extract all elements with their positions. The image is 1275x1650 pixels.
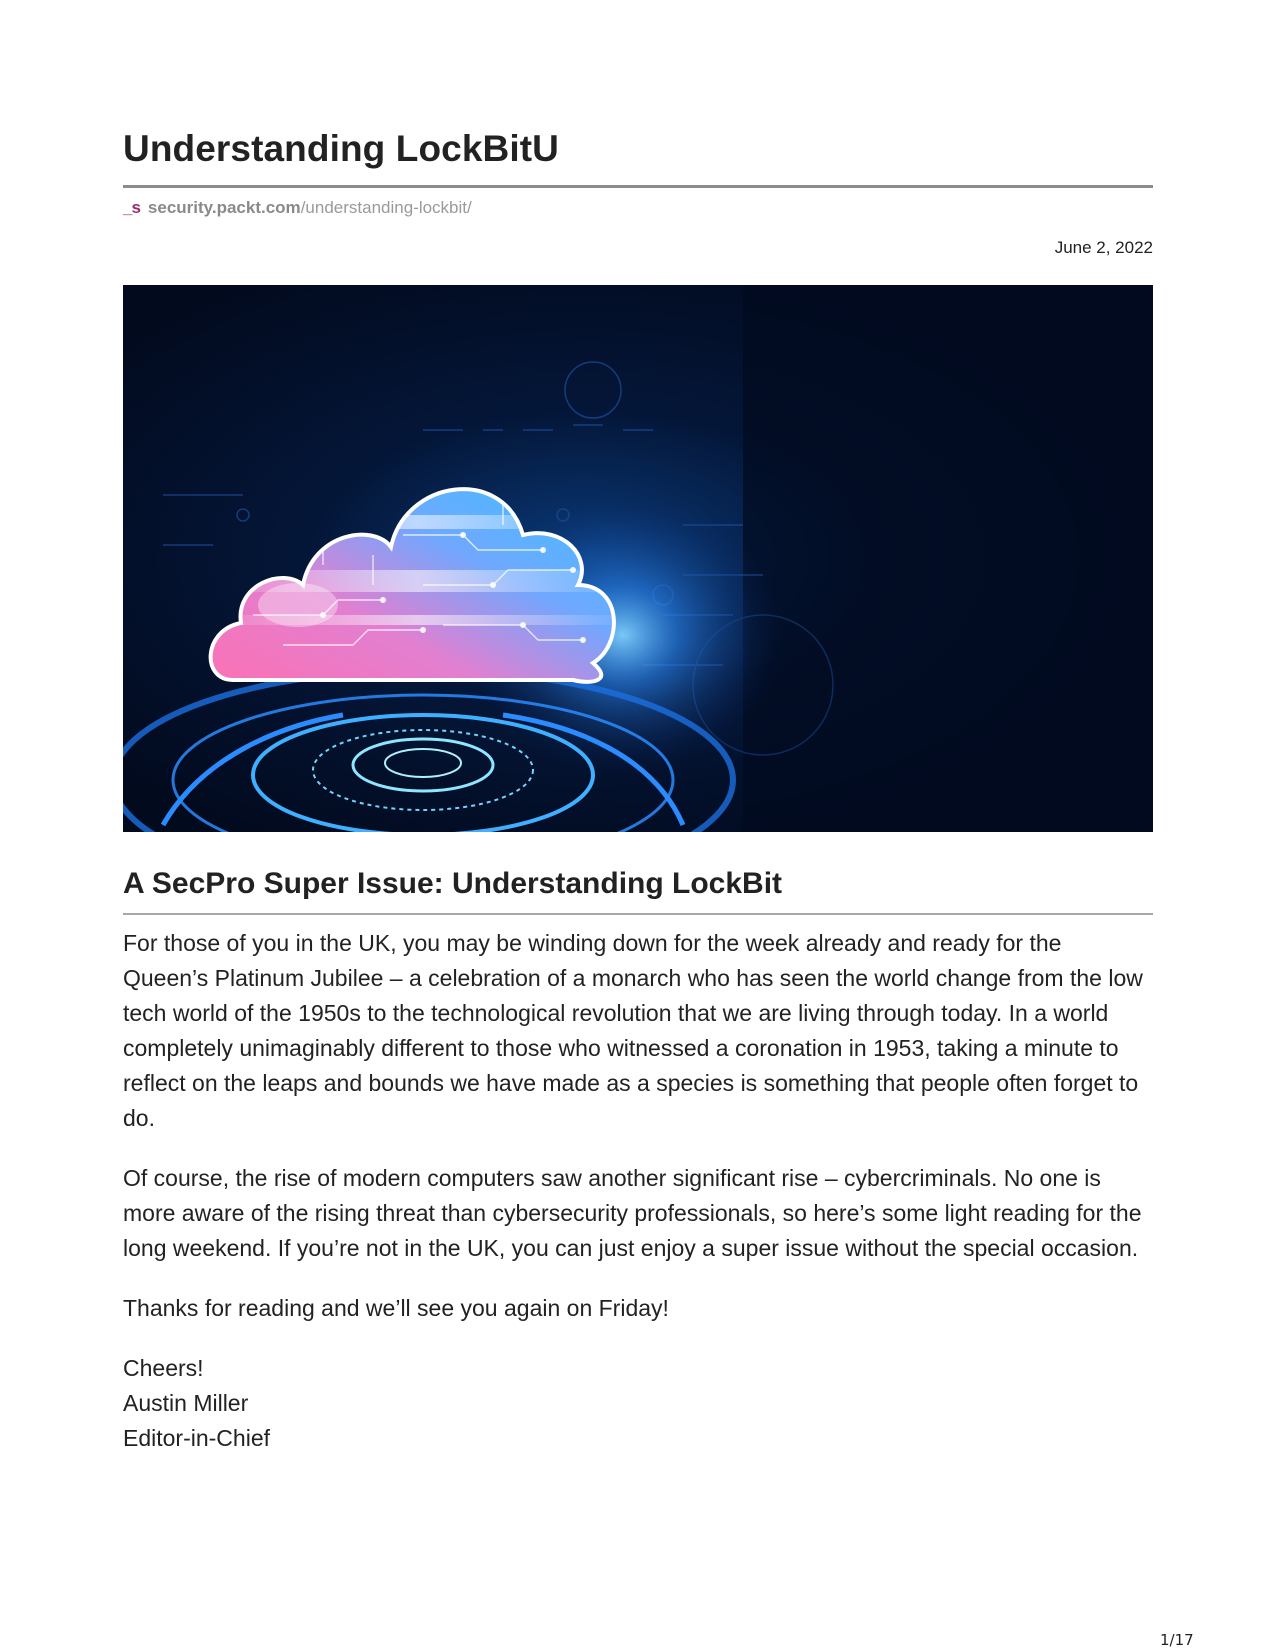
section-divider [123,913,1153,915]
paragraph: For those of you in the UK, you may be winding down for the week already and ready for the Queen’s Platinum Jubilee – a celebration of a monarch who has seen the world change from the low tech world of the 1950s to the technological revolution that we are living through today. In a world completely unimaginably different to those who witnessed a coronation in 1953, taking a minute to reflect on the leaps and bounds we have made as a species is something that people often forget to do. [123,930,1143,1131]
source-path[interactable]: /understanding-lockbit/ [300,198,472,217]
source-link[interactable] [123,198,472,218]
author-name: Austin Miller [123,1390,249,1416]
source-domain[interactable]: security.packt.com [147,198,301,217]
author-role: Editor-in-Chief [123,1425,270,1451]
paragraph: Of course, the rise of modern computers saw another significant rise – cybercriminals. No one is more aware of the rising threat than cybersecurity professionals, so here’s some light reading for the long weekend. If you’re not in the UK, you can just enjoy a super issue without the special occasion. [123,1165,1142,1261]
section-heading: A SecPro Super Issue: Understanding LockBit [123,867,783,900]
site-logo-icon: _s [123,198,140,217]
paragraph: Thanks for reading and we’ll see you again on Friday! [123,1295,669,1321]
hero-image [123,285,1153,832]
cloud-circuit-illustration-icon [123,285,1153,832]
signoff-greeting: Cheers! [123,1355,204,1381]
page-number: 1/17 [1160,1631,1194,1649]
title-divider [123,185,1153,188]
article-title: Understanding LockBitU [123,128,559,169]
article-body [123,926,1153,1456]
signoff [123,1351,1153,1456]
publish-date: June 2, 2022 [1054,238,1153,257]
